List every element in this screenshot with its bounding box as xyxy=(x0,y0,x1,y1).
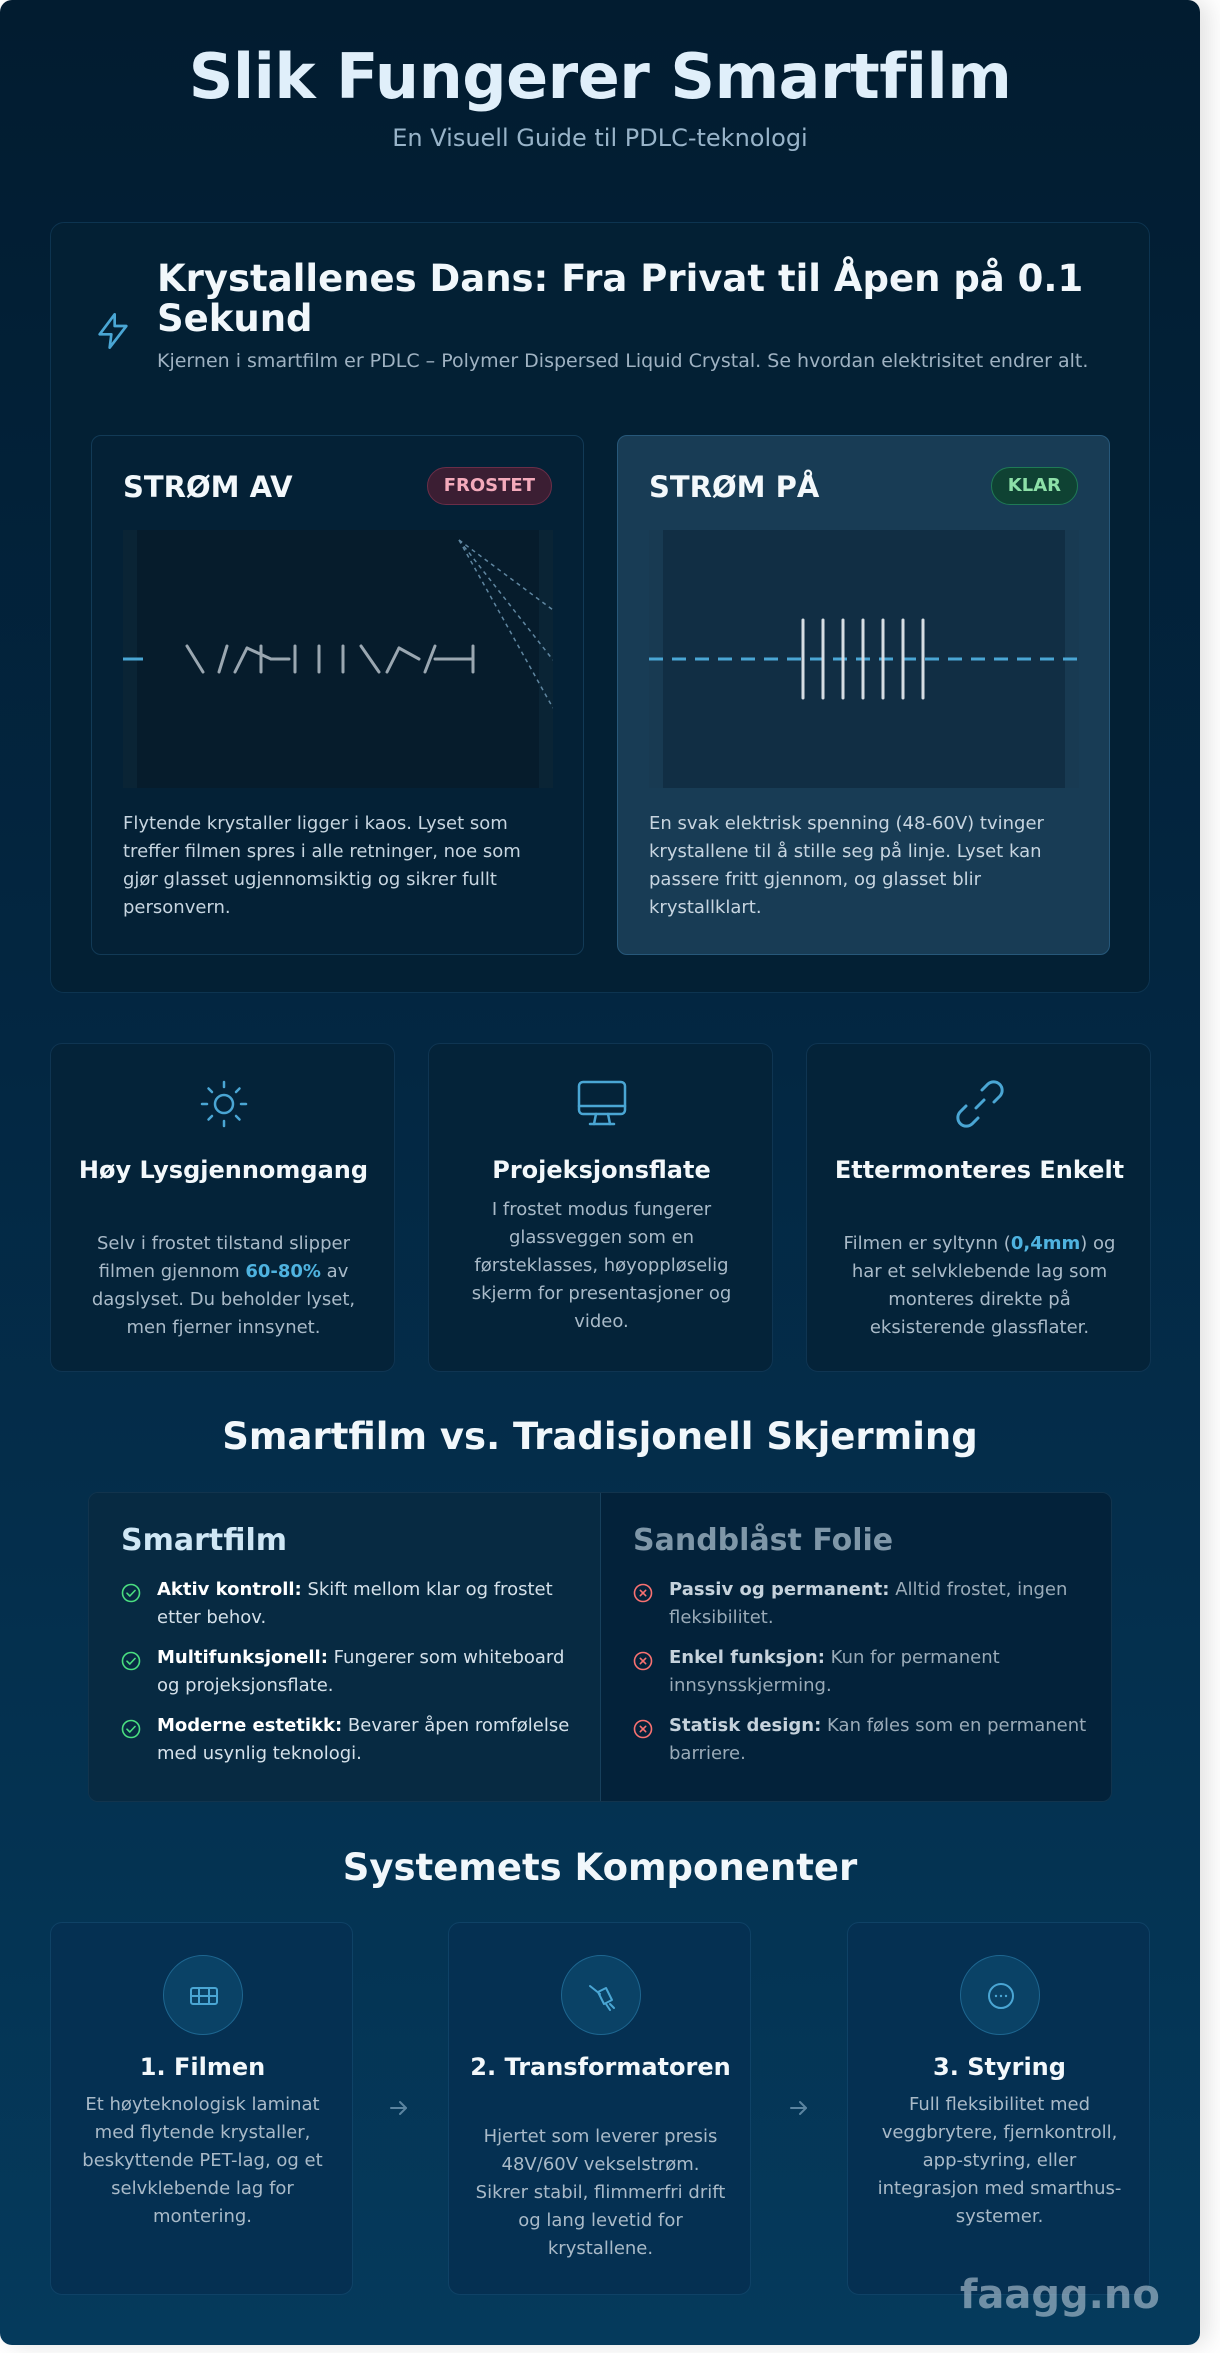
feature-title: Ettermonteres Enkelt xyxy=(834,1156,1125,1184)
feature-description: Filmen er syltynn (0,4mm) og har et selvklebende lag som monteres direkte på eksisterende glassflater. xyxy=(843,1233,1116,1338)
state-card-power-off xyxy=(91,435,584,955)
status-badge-frosted: FROSTET xyxy=(427,467,552,505)
column-heading: Smartfilm xyxy=(121,1523,288,1558)
film-icon xyxy=(188,1980,220,2012)
component-description: Et høyteknologisk laminat med flytende krystaller, beskyttende PET-lag, og et selvklebende lag for montering. xyxy=(82,2094,323,2227)
state-card-power-on xyxy=(617,435,1110,955)
arrow-right-icon xyxy=(787,2096,811,2120)
column-heading: Sandblåst Folie xyxy=(633,1523,894,1558)
transformer-icon xyxy=(586,1980,618,2012)
comparison-table xyxy=(88,1492,1112,1802)
comparison-title: Smartfilm vs. Tradisjonell Skjerming xyxy=(222,1415,978,1458)
component-card-control xyxy=(847,1922,1150,2295)
feature-description: I frostet modus fungerer glassveggen som en førsteklasses, høyoppløselig skjerm for presentasjoner og video. xyxy=(471,1199,732,1332)
x-circle-icon xyxy=(633,1719,653,1739)
comparison-column-smartfilm xyxy=(89,1493,600,1802)
components-title: Systemets Komponenter xyxy=(342,1846,858,1889)
control-icon xyxy=(985,1980,1017,2012)
component-title: 1. Filmen xyxy=(139,2053,266,2081)
comparison-item: Aktiv kontroll: Skift mellom klar og frostet etter behov. xyxy=(121,1576,576,1636)
check-circle-icon xyxy=(121,1719,141,1739)
component-title: 3. Styring xyxy=(933,2053,1066,2081)
sun-icon xyxy=(196,1076,252,1132)
crystal-visual-aligned xyxy=(649,530,1079,788)
comparison-item: Enkel funksjon: Kun for permanent innsynsskjerming. xyxy=(633,1644,1088,1704)
feature-title: Høy Lysgjennomgang xyxy=(78,1156,369,1184)
component-description: Hjertet som leverer presis 48V/60V vekselstrøm. Sikrer stabil, flimmerfri drift og lang levetid for krystallene. xyxy=(475,2126,726,2259)
feature-title: Projeksjonsflate xyxy=(492,1156,711,1184)
pdlc-explainer-section xyxy=(50,222,1150,993)
link-icon xyxy=(952,1076,1008,1132)
x-circle-icon xyxy=(633,1651,653,1671)
page-title: Slik Fungerer Smartfilm xyxy=(188,40,1012,113)
comparison-item: Moderne estetikk: Bevarer åpen romfølelse med usynlig teknologi. xyxy=(121,1712,576,1772)
state-label: STRØM AV xyxy=(123,470,293,504)
section-description: Kjernen i smartfilm er PDLC – Polymer Dispersed Liquid Crystal. Se hvordan elektrisitet endrer alt. xyxy=(157,350,1089,372)
monitor-icon xyxy=(574,1076,630,1132)
component-title: 2. Transformatoren xyxy=(470,2053,731,2081)
lightning-icon xyxy=(93,311,133,351)
comparison-column-sandblasted xyxy=(600,1493,1112,1802)
section-title: Krystallenes Dans: Fra Privat til Åpen på 0.1 Sekund xyxy=(157,257,1084,340)
check-circle-icon xyxy=(121,1651,141,1671)
feature-card-projection xyxy=(428,1043,773,1372)
check-circle-icon xyxy=(121,1583,141,1603)
state-label: STRØM PÅ xyxy=(649,470,820,504)
component-card-transformer xyxy=(448,1922,751,2295)
comparison-item: Passiv og permanent: Alltid frostet, ingen fleksibilitet. xyxy=(633,1576,1088,1636)
comparison-item: Multifunksjonell: Fungerer som whiteboard og projeksjonsflate. xyxy=(121,1644,576,1704)
feature-card-light xyxy=(50,1043,395,1372)
feature-card-retrofit xyxy=(806,1043,1151,1372)
watermark: faagg.no xyxy=(960,2272,1160,2318)
component-card-film xyxy=(50,1922,353,2295)
feature-description: Selv i frostet tilstand slipper filmen gjennom 60-80% av dagslyset. Du beholder lyset, men fjerner innsynet. xyxy=(91,1233,356,1338)
component-description: Full fleksibilitet med veggbrytere, fjernkontroll, app-styring, eller integrasjon med smarthus-systemer. xyxy=(877,2094,1122,2227)
state-description: Flytende krystaller ligger i kaos. Lyset som treffer filmen spres i alle retninger, noe som gjør glasset ugjennomsiktig og sikrer fullt personvern. xyxy=(123,813,521,918)
crystal-visual-chaos xyxy=(123,530,553,788)
state-description: En svak elektrisk spenning (48-60V) tvinger krystallene til å stille seg på linje. Lyset kan passere fritt gjennom, og glasset blir krystallklart. xyxy=(649,813,1044,918)
status-badge-clear: KLAR xyxy=(991,467,1078,505)
comparison-item: Statisk design: Kan føles som en permanent barriere. xyxy=(633,1712,1088,1772)
arrow-right-icon xyxy=(387,2096,411,2120)
page-subtitle: En Visuell Guide til PDLC-teknologi xyxy=(392,124,808,152)
x-circle-icon xyxy=(633,1583,653,1603)
